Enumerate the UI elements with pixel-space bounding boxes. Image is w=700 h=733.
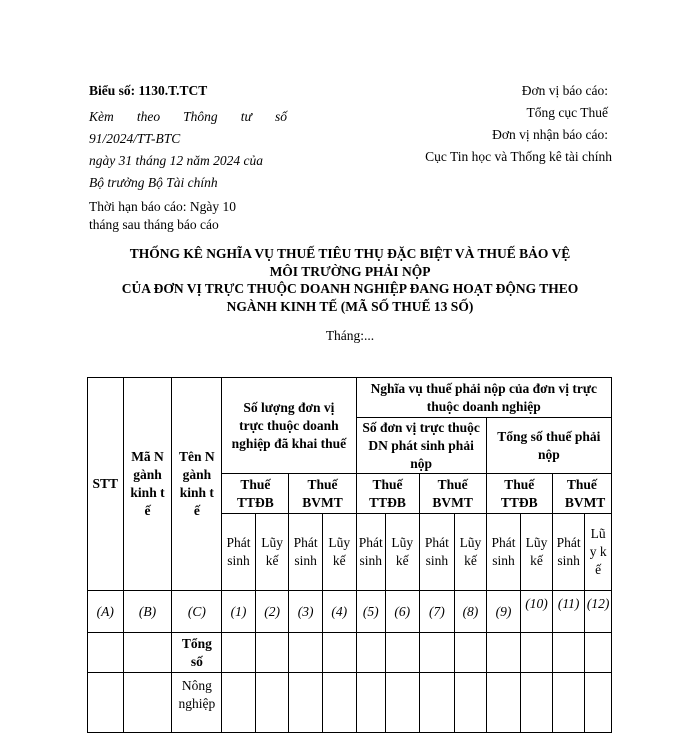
receiving-unit xyxy=(332,124,612,168)
report-deadline-line2: tháng sau tháng báo cáo xyxy=(89,217,219,232)
subhead-cumulative: Lũy kế xyxy=(585,514,612,591)
column-code: (3) xyxy=(289,591,323,633)
attached-circular-line2: 91/2024/TT-BTC xyxy=(89,131,181,146)
column-code: (10) xyxy=(521,591,553,633)
report-month: Tháng:... xyxy=(325,328,375,343)
subhead-arising: Phát sinh xyxy=(356,514,386,591)
form-number-value: 1130.T.TCT xyxy=(138,83,208,98)
subhead-ttdb-3: Thuế TTĐB xyxy=(486,474,552,514)
subhead-arising: Phát sinh xyxy=(222,514,256,591)
subhead-arising: Phát sinh xyxy=(486,514,521,591)
column-code: (A) xyxy=(88,591,124,633)
column-code: (12) xyxy=(585,591,612,633)
column-code: (7) xyxy=(419,591,455,633)
col-header-stt: STT xyxy=(88,378,124,591)
subhead-ttdb-2: Thuế TTĐB xyxy=(356,474,419,514)
column-code: (8) xyxy=(455,591,487,633)
issue-date xyxy=(89,150,304,194)
subhead-cumulative: Lũy kế xyxy=(255,514,289,591)
column-code: (5) xyxy=(356,591,386,633)
receiving-unit-label: Đơn vị nhận báo cáo: xyxy=(492,127,608,142)
subhead-cumulative: Lũy kế xyxy=(322,514,356,591)
column-code: (1) xyxy=(222,591,256,633)
title-line1: THỐNG KÊ NGHĨA VỤ THUẾ TIÊU THỤ ĐẶC BIỆT VÀ THUẾ BẢO VỆ xyxy=(129,246,571,261)
form-number-label: Biểu số: xyxy=(89,83,136,98)
column-code: (C) xyxy=(172,591,222,633)
subhead-bvmt-1: Thuế BVMT xyxy=(289,474,356,514)
column-code: (11) xyxy=(552,591,585,633)
subhead-bvmt-2: Thuế BVMT xyxy=(419,474,486,514)
group-header-tax-obligation: Nghĩa vụ thuế phải nộp của đơn vị trực thuộc doanh nghiệp xyxy=(356,378,611,418)
report-deadline xyxy=(89,198,299,234)
subhead-arising: Phát sinh xyxy=(289,514,323,591)
title-line4: NGÀNH KINH TẾ (MÃ SỐ THUẾ 13 SỐ) xyxy=(226,298,474,314)
report-deadline-line1: Thời hạn báo cáo: Ngày 10 xyxy=(89,199,236,214)
row-label-agriculture: Nông nghiệp xyxy=(172,673,222,733)
group-header-payable-units: Số đơn vị trực thuộc DN phát sinh phải nộp xyxy=(356,418,486,474)
subhead-cumulative: Lũy kế xyxy=(455,514,487,591)
title-line3: CỦA ĐƠN VỊ TRỰC THUỘC DOANH NGHIỆP ĐANG HOẠT ĐỘNG THEO xyxy=(121,281,579,296)
subhead-cumulative: Lũy kế xyxy=(386,514,420,591)
statistics-table xyxy=(87,377,612,733)
subhead-bvmt-3: Thuế BVMT xyxy=(552,474,611,514)
col-header-industry-code: Mã Ngành kinh tế xyxy=(123,378,172,591)
column-code: (9) xyxy=(486,591,521,633)
group-header-declared-units: Số lượng đơn vị trực thuộc doanh nghiệp đã khai thuế xyxy=(222,378,356,474)
column-code-row xyxy=(88,591,612,633)
reporting-unit xyxy=(348,80,608,124)
issue-date-line2: Bộ trưởng Bộ Tài chính xyxy=(89,175,218,190)
column-code: (4) xyxy=(322,591,356,633)
reporting-unit-label: Đơn vị báo cáo: xyxy=(521,83,608,98)
reporting-unit-value: Tổng cục Thuế xyxy=(526,105,608,120)
subhead-cumulative: Lũy kế xyxy=(521,514,553,591)
col-header-industry-name: Tên Ngành kinh tế xyxy=(172,378,222,591)
issue-date-line1: ngày 31 tháng 12 năm 2024 của xyxy=(89,153,263,168)
column-code: (B) xyxy=(123,591,172,633)
column-code: (6) xyxy=(386,591,420,633)
subhead-arising: Phát sinh xyxy=(419,514,455,591)
receiving-unit-value: Cục Tin học và Thống kê tài chính xyxy=(425,149,612,164)
report-title xyxy=(60,245,640,315)
subhead-arising: Phát sinh xyxy=(552,514,585,591)
table-row-agriculture xyxy=(88,673,612,733)
title-line2: MÔI TRƯỜNG PHẢI NỘP xyxy=(269,263,431,279)
subhead-ttdb-1: Thuế TTĐB xyxy=(222,474,289,514)
table-row-total xyxy=(88,633,612,673)
column-code: (2) xyxy=(255,591,289,633)
row-label-total: Tổng số xyxy=(172,633,222,673)
form-number xyxy=(89,80,299,102)
group-header-total-payable: Tổng số thuế phải nộp xyxy=(486,418,611,474)
attached-circular xyxy=(89,106,287,150)
attached-circular-line1: Kèm theo Thông tư số xyxy=(89,109,287,124)
